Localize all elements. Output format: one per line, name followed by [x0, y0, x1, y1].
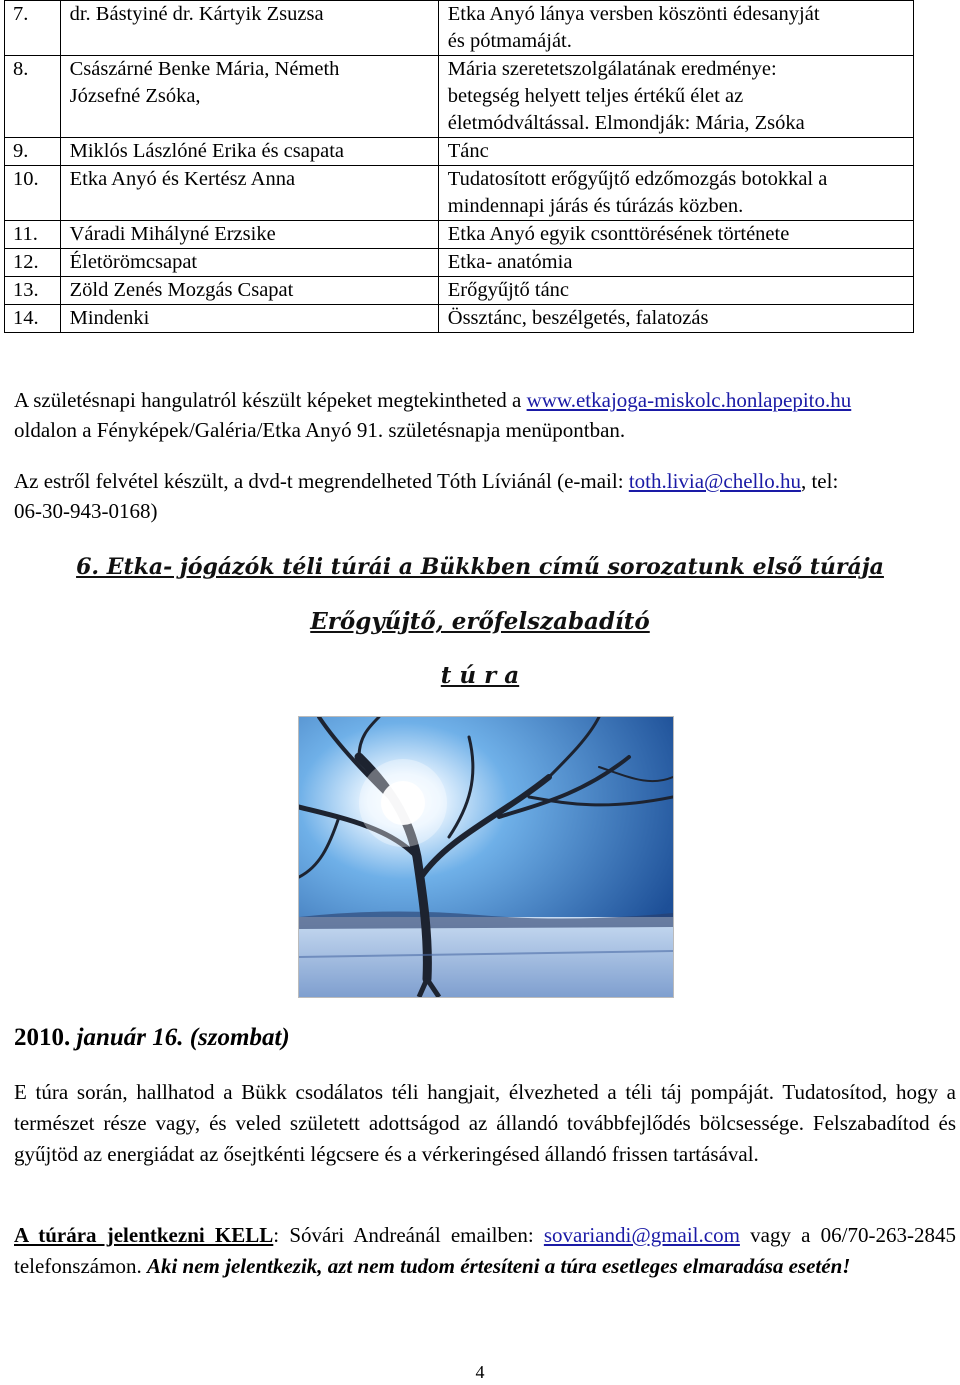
program-title — [438, 305, 913, 333]
program-number: 10. — [5, 166, 61, 221]
program-performer — [60, 221, 438, 249]
winter-tree-photo — [298, 716, 674, 998]
email-link-livia[interactable]: toth.livia@chello.hu — [628, 469, 801, 493]
program-performer — [60, 56, 438, 138]
program-number: 8. — [5, 56, 61, 138]
program-title-line: Mária szeretetszolgálatának eredménye: — [447, 58, 777, 80]
program-performer-line: Miklós Lászlóné Erika és csapata — [69, 140, 344, 162]
registration-info — [14, 1220, 956, 1282]
program-performer — [60, 1, 438, 56]
program-number: 7. — [5, 1, 61, 56]
program-row — [5, 138, 914, 166]
program-performer-line: dr. Bástyiné dr. Kártyik Zsuzsa — [69, 3, 324, 25]
program-performer-line: Váradi Mihályné Erzsike — [69, 223, 276, 245]
program-number: 14. — [5, 305, 61, 333]
program-title-line: Tudatosított erőgyűjtő edzőmozgás botokkal a — [447, 168, 828, 190]
program-title — [438, 56, 913, 138]
program-performer — [60, 277, 438, 305]
program-number: 11. — [5, 221, 61, 249]
registration-text: : Sóvári Andreánál emailben: — [273, 1223, 544, 1247]
program-title — [438, 221, 913, 249]
section-heading: 6. Etka- jógázók téli túrái a Bükkben című sorozatunk első túrája — [76, 554, 884, 580]
program-title-line: életmódváltással. Elmondják: Mária, Zsóka — [447, 112, 805, 134]
registration-warning: Aki nem jelentkezik, azt nem tudom értesíteni a túra esetleges elmaradása esetén! — [146, 1254, 851, 1278]
program-performer-line: Életörömcsapat — [69, 251, 198, 273]
program-title — [438, 277, 913, 305]
program-title-line: mindennapi járás és túrázás közben. — [447, 195, 744, 217]
tour-date-day: január 16. (szombat) — [76, 1024, 290, 1051]
program-row — [5, 249, 914, 277]
photos-note — [14, 385, 954, 445]
program-title — [438, 138, 913, 166]
page-number: 4 — [475, 1362, 485, 1382]
program-title — [438, 1, 913, 56]
section-subheading: Erőgyűjtő, erőfelszabadító — [310, 608, 650, 635]
program-performer-line: Zöld Zenés Mozgás Csapat — [69, 279, 294, 301]
program-title — [438, 166, 913, 221]
photos-note-text: A születésnapi hangulatról készült képeket megtekintheted a — [14, 388, 527, 412]
program-number: 9. — [5, 138, 61, 166]
program-row — [5, 305, 914, 333]
program-table — [4, 0, 914, 333]
program-performer-line: Mindenki — [69, 307, 150, 329]
program-title-line: Tánc — [447, 140, 489, 162]
program-title-line: és pótmamáját. — [447, 30, 572, 52]
program-title — [438, 249, 913, 277]
program-performer — [60, 249, 438, 277]
program-row — [5, 56, 914, 138]
program-title-line: Erőgyűjtő tánc — [447, 279, 570, 301]
program-title-line: Etka- anatómia — [447, 251, 573, 273]
registration-required: A túrára jelentkezni KELL — [14, 1223, 274, 1247]
dvd-note-text: Az estről felvétel készült, a dvd-t megrendelheted Tóth Líviánál (e-mail: — [14, 469, 629, 493]
program-performer-line: Józsefné Zsóka, — [69, 85, 201, 107]
program-performer — [60, 138, 438, 166]
program-performer — [60, 305, 438, 333]
program-number: 12. — [5, 249, 61, 277]
program-row — [5, 277, 914, 305]
program-title-line: Össztánc, beszélgetés, falatozás — [447, 307, 709, 329]
tour-description: E túra során, hallhatod a Bükk csodálatos téli hangjait, élvezheted a téli táj pompáját. Tudatosítod, hogy a természet része vagy, és veled született adottságod az állandó továbbfejlődés bölcsessége. Felszabadítod és gyűjtöd az energiádat az ősejtkénti légcsere és a vérkeringésed állandó frissen tartásával. — [14, 1080, 956, 1166]
program-title-line: betegség helyett teljes értékű élet az — [447, 85, 744, 107]
program-row — [5, 166, 914, 221]
program-row — [5, 221, 914, 249]
tour-date-year: 2010. — [14, 1024, 71, 1051]
program-title-line: Etka Anyó egyik csonttörésének története — [447, 223, 790, 245]
program-performer — [60, 166, 438, 221]
program-performer-line: Etka Anyó és Kertész Anna — [69, 168, 296, 190]
dvd-note — [14, 466, 954, 526]
program-performer-line: Császárné Benke Mária, Németh — [69, 58, 340, 80]
dvd-note-phone: 06-30-943-0168) — [14, 499, 158, 523]
program-row — [5, 1, 914, 56]
tour-date — [14, 1024, 290, 1052]
section-subheading-2: t ú r a — [440, 662, 520, 689]
email-link-andrea[interactable]: sovariandi@gmail.com — [543, 1223, 740, 1247]
website-link[interactable]: www.etkajoga-miskolc.honlapepito.hu — [526, 388, 852, 412]
program-number: 13. — [5, 277, 61, 305]
program-title-line: Etka Anyó lánya versben köszönti édesanyját — [447, 3, 820, 25]
photos-note-text-2: oldalon a Fényképek/Galéria/Etka Anyó 91. születésnapja menüpontban. — [14, 418, 626, 442]
dvd-note-text-2: , tel: — [800, 469, 839, 493]
registration-phone: vagy a 06/70-263-2845 telefonszámon. — [14, 1223, 957, 1278]
